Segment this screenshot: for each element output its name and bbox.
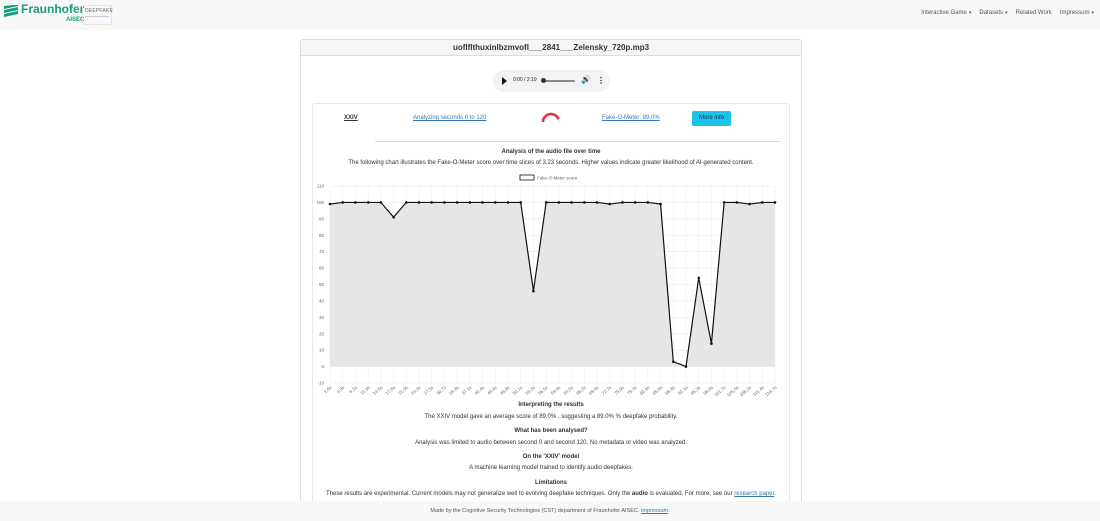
x-tick-label: 69.4s xyxy=(587,384,600,396)
y-tick-label: 40 xyxy=(318,298,324,304)
data-point xyxy=(519,201,522,204)
y-tick-label: 30 xyxy=(318,314,324,320)
y-tick-label: 90 xyxy=(318,216,324,222)
y-tick-label: 80 xyxy=(318,232,324,238)
data-point xyxy=(418,201,421,204)
x-tick-label: 108.2s xyxy=(738,384,753,398)
more-options-icon[interactable]: ⋮ xyxy=(597,76,605,85)
audio-time: 0:00 / 2:19 xyxy=(513,77,537,83)
x-tick-label: 85.6s xyxy=(651,384,664,396)
data-point xyxy=(748,203,751,206)
footer-text: Made by the Cognitive Security Technologies (CST) department of Fraunhofer AISEC. xyxy=(430,508,641,514)
data-point xyxy=(736,201,739,204)
x-tick-label: 37.1s xyxy=(460,384,473,396)
brand-sub: AISEC xyxy=(66,17,85,23)
data-point xyxy=(405,201,408,204)
x-tick-label: 82.4s xyxy=(638,384,651,396)
data-point xyxy=(507,201,510,204)
x-tick-label: 30.7s xyxy=(435,384,448,396)
x-tick-label: 8.1s xyxy=(348,384,359,395)
x-tick-label: 4.8s xyxy=(335,384,346,395)
data-point xyxy=(596,201,599,204)
data-point xyxy=(392,216,395,219)
audio-progress-track[interactable] xyxy=(543,80,575,82)
x-tick-label: 105.0s xyxy=(725,384,740,398)
analysed-text: Analysis was limited to audio between second 0 and second 120. No metadata or video was analyzed. xyxy=(415,440,687,446)
footer xyxy=(0,501,1100,521)
x-tick-label: 75.9s xyxy=(613,384,626,396)
data-point xyxy=(443,201,446,204)
y-tick-label: 50 xyxy=(318,282,324,287)
data-point xyxy=(774,201,777,204)
model-title: On the 'XXIV' model xyxy=(522,454,580,460)
data-point xyxy=(532,290,535,293)
x-tick-label: 21.0s xyxy=(397,384,409,396)
data-point xyxy=(672,360,675,363)
fake-o-meter-gauge-icon xyxy=(540,110,562,124)
x-tick-label: 101.7s xyxy=(713,384,727,398)
data-point xyxy=(481,201,484,204)
volume-icon[interactable]: 🔊 xyxy=(581,75,591,84)
x-tick-label: 50.1s xyxy=(511,384,524,396)
data-point xyxy=(685,365,688,368)
data-point xyxy=(710,342,713,345)
data-point xyxy=(621,201,624,204)
x-tick-label: 66.2s xyxy=(575,384,587,396)
x-tick-label: 24.2s xyxy=(409,384,422,396)
x-tick-label: 79.1s xyxy=(626,384,638,396)
y-tick-label: 20 xyxy=(318,331,324,337)
interpreting-title: Interpreting the results xyxy=(518,402,584,408)
x-tick-label: 92.1s xyxy=(676,384,689,396)
model-text: A machine learning model trained to identify audio deepfakes. xyxy=(469,465,633,471)
analysis-description: The following chart illustrates the Fake-O-Meter score over time slices of 3.23 seconds. Higher values indicate greater likelihood of AI-generated content. xyxy=(348,160,754,166)
x-tick-label: 63.0s xyxy=(562,384,575,396)
x-tick-label: 27.5s xyxy=(422,384,435,396)
data-point xyxy=(634,201,637,204)
data-point xyxy=(608,203,611,206)
fraunhofer-mark-icon xyxy=(4,5,18,17)
data-point xyxy=(583,201,586,204)
data-point xyxy=(659,203,662,206)
data-point xyxy=(545,201,548,204)
data-point xyxy=(341,201,344,204)
x-tick-label: 17.8s xyxy=(384,384,397,396)
brand-name: Fraunhofer xyxy=(21,2,85,16)
audio-player[interactable] xyxy=(493,70,610,92)
data-point xyxy=(354,201,357,204)
x-tick-label: 1.6s xyxy=(322,384,333,395)
analysis-title: Analysis of the audio file over time xyxy=(501,149,601,155)
legend-swatch xyxy=(520,175,534,180)
data-point xyxy=(761,201,764,204)
y-tick-label: -10 xyxy=(317,380,324,386)
footer-impressum-link[interactable]: Impressum xyxy=(640,508,669,514)
legend-label: Fake-O-Meter score xyxy=(537,175,578,181)
limitations-text-a: These results are experimental. Current models may not generalize well to evolving deepfake techniques. Only the xyxy=(326,491,632,497)
interpreting-text: The XXIV model gave an average score of 89.0% , suggesting a 89.0% % deepfake probability. xyxy=(424,414,678,420)
file-title: uoflflthuxinlbzmvofl___2841___Zelensky_720p.mp3 xyxy=(301,40,801,56)
y-tick-label: 0 xyxy=(321,364,324,370)
x-tick-label: 59.8s xyxy=(549,384,562,396)
navbar xyxy=(0,0,1100,30)
data-point xyxy=(494,201,497,204)
x-tick-label: 98.5s xyxy=(702,384,715,396)
nav-link-impressum[interactable]: Impressum ▾ xyxy=(1059,10,1094,16)
limitations-title: Limitations xyxy=(534,480,567,486)
x-tick-label: 40.4s xyxy=(473,384,486,396)
nav-link-datasets[interactable]: Datasets ▾ xyxy=(979,10,1008,16)
x-tick-label: 53.3s xyxy=(524,384,537,396)
x-tick-label: 95.3s xyxy=(689,384,702,396)
model-row xyxy=(313,104,789,134)
data-point xyxy=(367,201,370,204)
x-tick-label: 14.5s xyxy=(371,384,384,396)
data-point xyxy=(469,201,472,204)
limitations-end: . xyxy=(774,491,776,497)
fraunhofer-logo[interactable] xyxy=(4,3,84,27)
data-point xyxy=(329,203,332,206)
analysed-title: What has been analysed? xyxy=(514,428,588,434)
y-tick-label: 100 xyxy=(316,199,324,205)
nav-links xyxy=(921,10,1094,16)
x-tick-label: 88.8s xyxy=(664,384,676,396)
deepfake-logo-text: DEEPFAKE xyxy=(85,8,113,14)
y-tick-label: 10 xyxy=(318,347,324,353)
x-tick-label: 114.7s xyxy=(764,384,778,398)
data-point xyxy=(456,201,459,204)
play-icon[interactable] xyxy=(502,77,507,85)
x-tick-label: 56.5s xyxy=(537,384,549,396)
x-tick-label: 111.4s xyxy=(751,384,765,398)
data-point xyxy=(570,201,573,204)
y-tick-label: 60 xyxy=(318,265,324,271)
model-name-link[interactable]: XXIV xyxy=(344,115,358,121)
y-tick-label: 70 xyxy=(318,249,324,255)
data-point xyxy=(697,277,700,280)
x-tick-label: 33.9s xyxy=(448,384,460,396)
audio-progress-knob[interactable] xyxy=(541,78,546,83)
caret-down-icon[interactable]: ▾ xyxy=(1005,10,1008,16)
x-tick-label: 72.7s xyxy=(600,384,613,396)
data-point xyxy=(723,201,726,204)
data-point xyxy=(380,201,383,204)
data-point xyxy=(430,201,433,204)
footer-end: . xyxy=(668,508,670,514)
limitations-text xyxy=(300,491,802,497)
limitations-text-b: is evaluated. For more, see our xyxy=(647,491,735,497)
fake-o-meter-chart xyxy=(309,172,785,400)
data-point xyxy=(558,201,561,204)
deepfake-logo[interactable] xyxy=(82,5,112,25)
x-tick-label: 46.8s xyxy=(498,384,511,396)
x-tick-label: 43.6s xyxy=(486,384,498,396)
research-paper-link[interactable]: research paper xyxy=(734,491,775,497)
y-tick-label: 110 xyxy=(316,183,324,189)
caret-down-icon[interactable]: ▾ xyxy=(1091,10,1094,16)
seconds-range-link[interactable]: Analyzing seconds 0 to 120 xyxy=(413,115,487,121)
x-tick-label: 11.3s xyxy=(359,384,371,396)
limitations-bold: audio xyxy=(631,491,648,497)
caret-down-icon[interactable]: ▾ xyxy=(968,10,972,16)
fake-o-meter-link[interactable]: Fake-O-Meter: 89.0% xyxy=(602,115,660,121)
divider xyxy=(375,141,781,142)
nav-link-related-work[interactable]: Related Work xyxy=(1015,10,1052,16)
data-point xyxy=(647,201,650,204)
nav-link-interactive-game[interactable]: Interactive Game ▾ xyxy=(921,10,972,16)
more-info-button[interactable]: More info xyxy=(692,111,731,126)
